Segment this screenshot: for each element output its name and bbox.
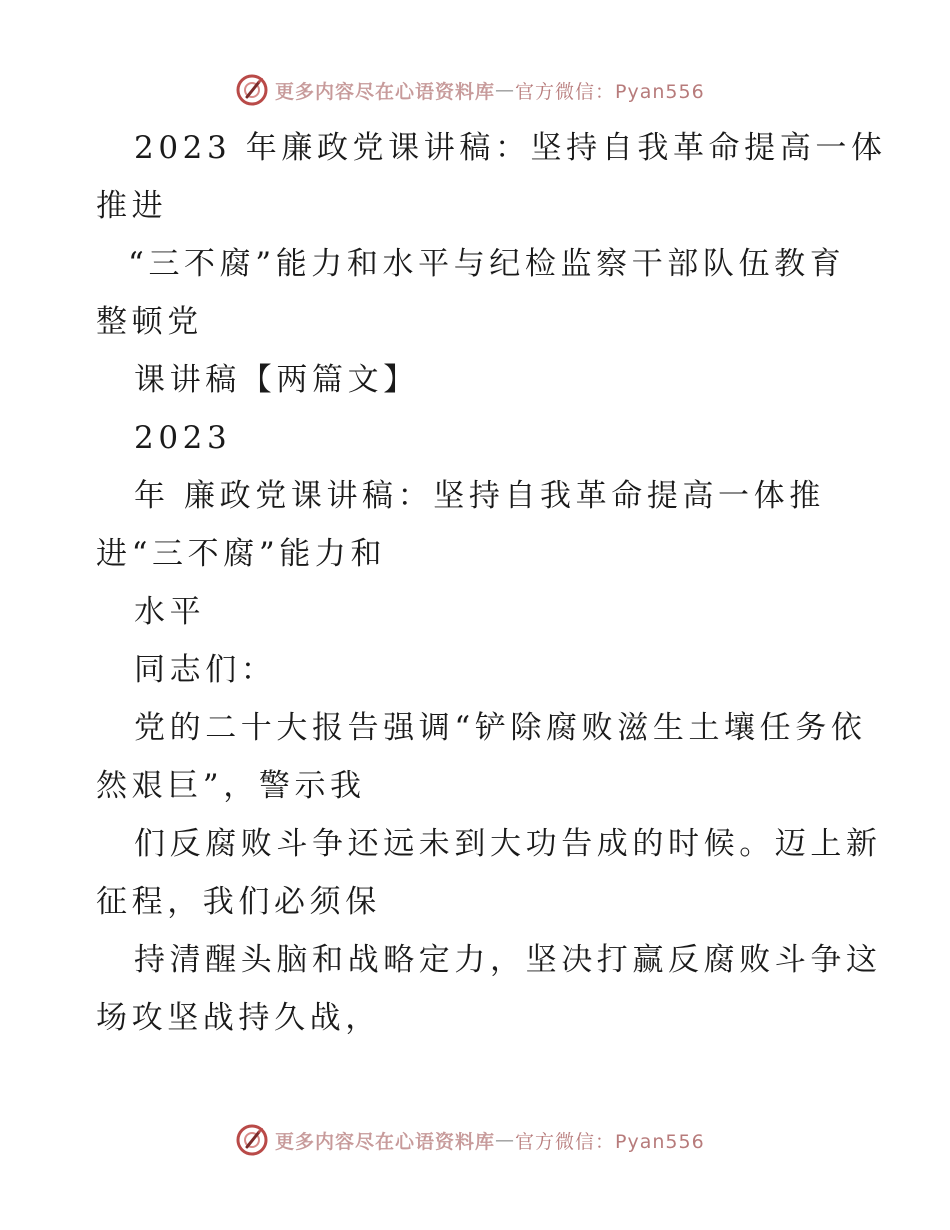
- text-line: 推进: [96, 188, 168, 224]
- text-line: 们反腐败斗争还远未到大功告成的时候。迈上新: [134, 826, 882, 862]
- watermark-separator: —: [495, 1129, 516, 1151]
- watermark-contact: 官方微信：Pyan556: [515, 80, 705, 103]
- text-line: 党的二十大报告强调“铲除腐败滋生土壤任务依: [134, 710, 867, 746]
- watermark-text: 更多内容尽在心语资料库: [275, 1130, 496, 1153]
- footer-watermark: [235, 1122, 705, 1158]
- text-line: 同志们：: [134, 652, 277, 688]
- watermark-text: 更多内容尽在心语资料库: [275, 80, 496, 103]
- text-line: 场攻坚战持久战，: [96, 1000, 381, 1036]
- text-line: 水平: [134, 594, 206, 630]
- text-line: 征程，我们必须保: [96, 884, 381, 920]
- text-line: 然艰巨”，警示我: [96, 768, 366, 804]
- header-watermark: [235, 72, 705, 108]
- text-line: 课讲稿【两篇文】: [134, 362, 419, 398]
- seal-logo-icon: [235, 1123, 269, 1157]
- text-line: 持清醒头脑和战略定力，坚决打赢反腐败斗争这: [134, 942, 882, 978]
- text-line: “三不腐”能力和水平与纪检监察干部队伍教育: [128, 246, 846, 282]
- seal-logo-icon: [235, 73, 269, 107]
- text-line: 年 廉政党课讲稿：坚持自我革命提高一体推: [134, 478, 825, 514]
- text-line: 2023: [134, 420, 232, 456]
- watermark-separator: —: [495, 79, 516, 101]
- text-line: 2023 年廉政党课讲稿：坚持自我革命提高一体: [134, 130, 887, 166]
- text-line: 进“三不腐”能力和: [96, 536, 387, 572]
- text-line: 整顿党: [96, 304, 203, 340]
- watermark-contact: 官方微信：Pyan556: [515, 1130, 705, 1153]
